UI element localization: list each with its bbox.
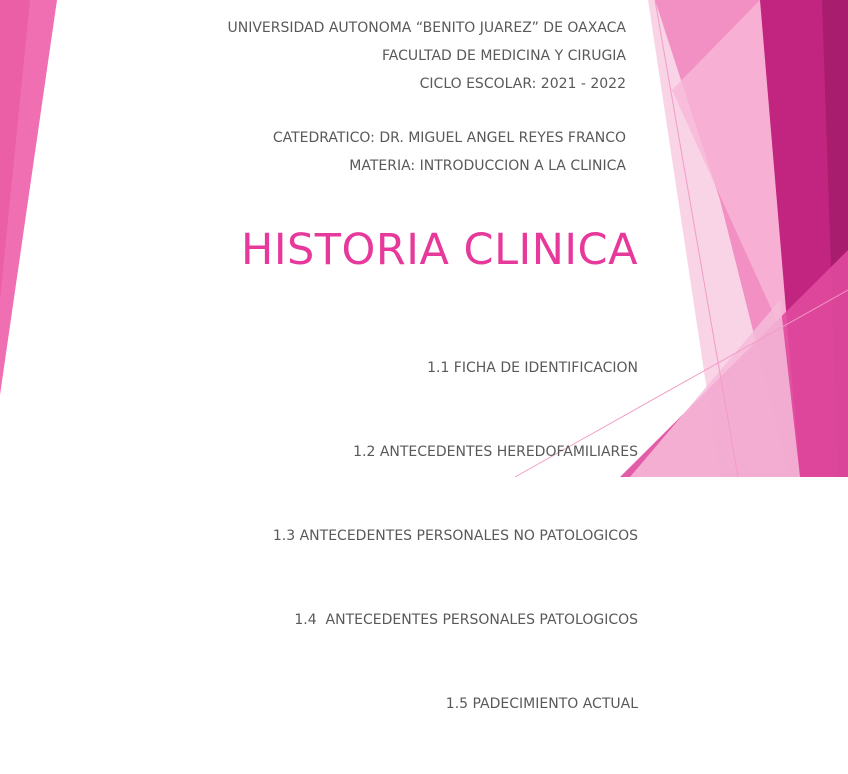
topic-item: 1.5 PADECIMIENTO ACTUAL — [445, 696, 638, 712]
slide-title: HISTORIA CLINICA — [240, 225, 638, 275]
school-year: CICLO ESCOLAR: 2021 - 2022 — [419, 76, 626, 92]
university-name: UNIVERSIDAD AUTONOMA “BENITO JUAREZ” DE OAXACA — [227, 20, 626, 36]
topic-item: 1.3 ANTECEDENTES PERSONALES NO PATOLOGICOS — [272, 528, 638, 544]
header-spacer — [227, 98, 626, 124]
subject-name: MATERIA: INTRODUCCION A LA CLINICA — [349, 158, 626, 174]
professor-name: CATEDRATICO: DR. MIGUEL ANGEL REYES FRANCO — [272, 130, 626, 146]
topic-item: 1.2 ANTECEDENTES HEREDOFAMILIARES — [353, 444, 638, 460]
faculty-name: FACULTAD DE MEDICINA Y CIRUGIA — [381, 48, 626, 64]
topic-item: 1.1 FICHA DE IDENTIFICACION — [427, 360, 638, 376]
topics-list — [273, 298, 638, 774]
header-block — [227, 14, 626, 180]
topic-item: 1.4 ANTECEDENTES PERSONALES PATOLOGICOS — [294, 612, 638, 628]
